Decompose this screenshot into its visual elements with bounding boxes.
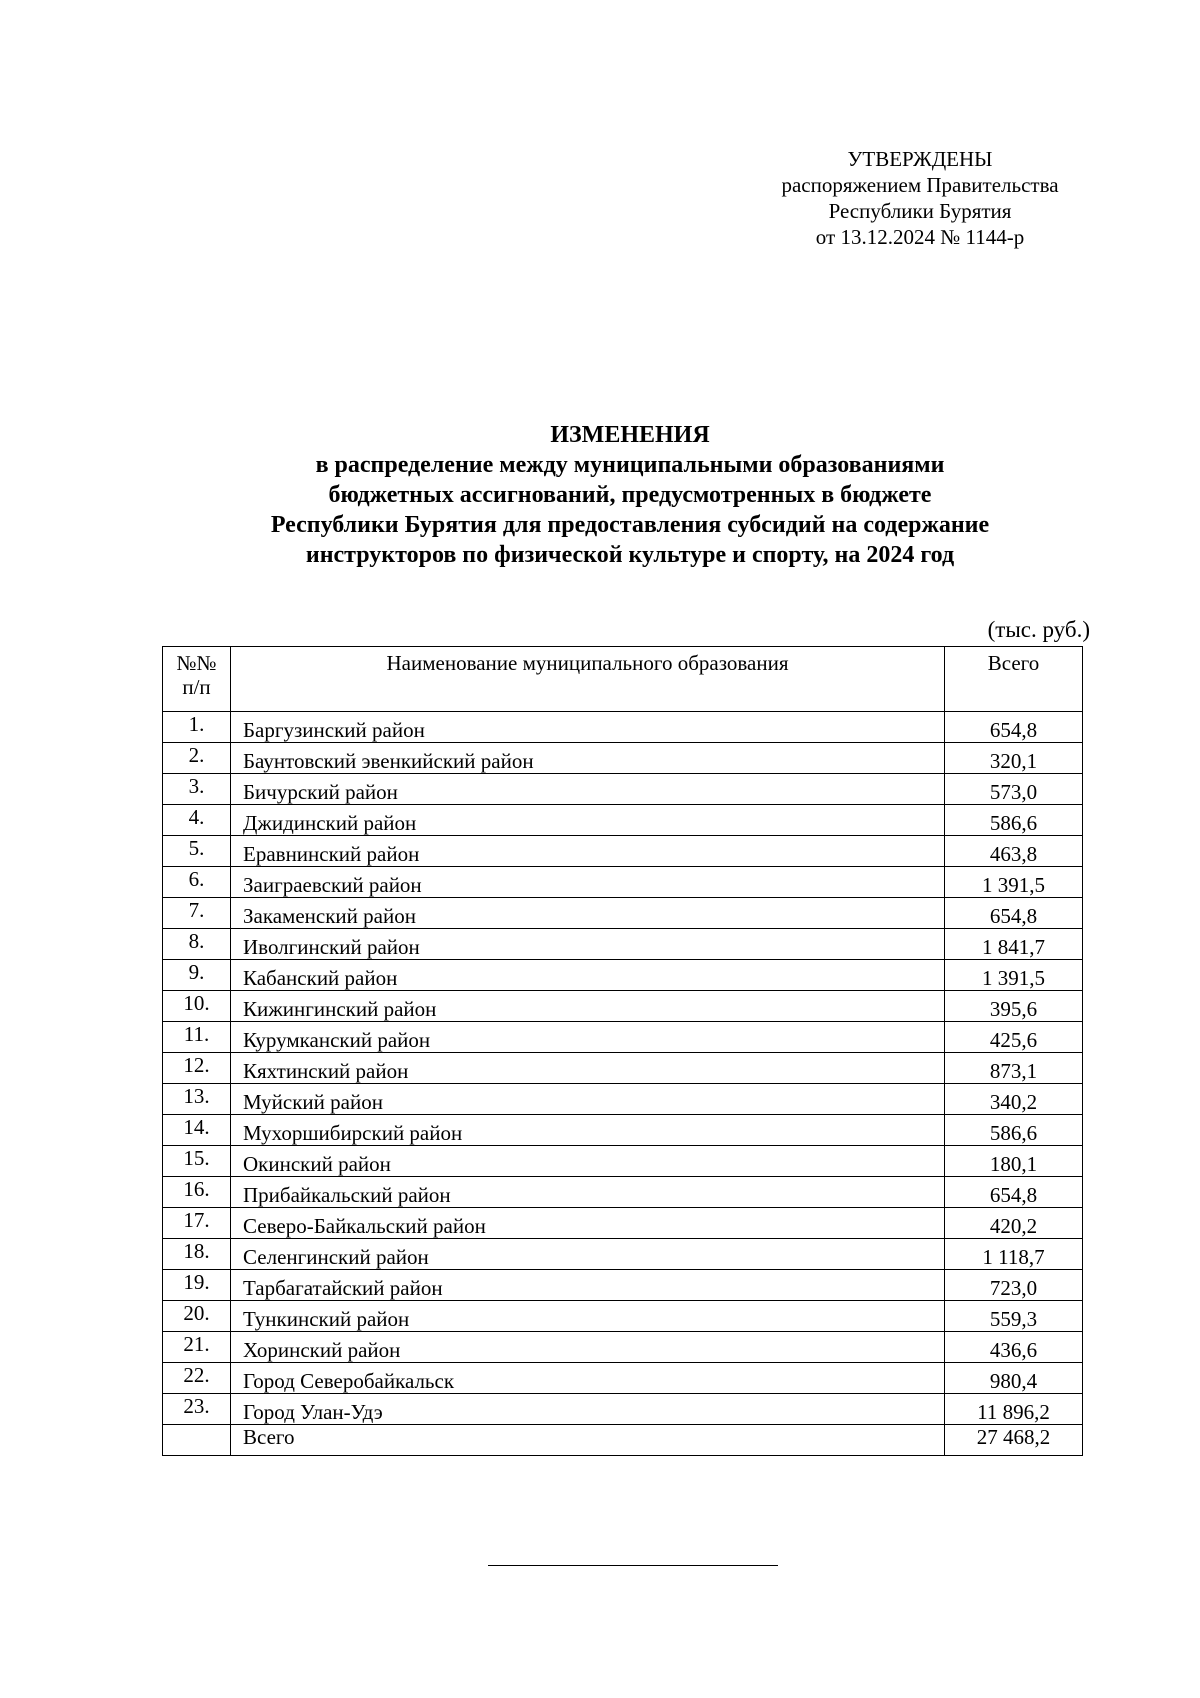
summary-label: Всего (231, 1425, 945, 1456)
table-row (163, 991, 1083, 1022)
row-number: 8. (163, 929, 231, 960)
table-row (163, 1053, 1083, 1084)
row-number: 1. (163, 712, 231, 743)
row-number: 13. (163, 1084, 231, 1115)
table-row (163, 1394, 1083, 1425)
row-total: 436,6 (945, 1332, 1083, 1363)
table-row (163, 805, 1083, 836)
row-municipality: Мухоршибирский район (231, 1115, 945, 1146)
summary-total: 27 468,2 (945, 1425, 1083, 1456)
row-total: 395,6 (945, 991, 1083, 1022)
row-number: 18. (163, 1239, 231, 1270)
row-number: 3. (163, 774, 231, 805)
row-municipality: Город Северобайкальск (231, 1363, 945, 1394)
row-number: 7. (163, 898, 231, 929)
approval-republic: Республики Бурятия (828, 199, 1012, 223)
row-total: 340,2 (945, 1084, 1083, 1115)
row-total: 1 118,7 (945, 1239, 1083, 1270)
units-label: (тыс. руб.) (987, 617, 1090, 642)
row-municipality: Еравнинский район (231, 836, 945, 867)
row-number: 16. (163, 1177, 231, 1208)
row-total: 463,8 (945, 836, 1083, 867)
table-row (163, 898, 1083, 929)
row-number: 12. (163, 1053, 231, 1084)
table-row (163, 929, 1083, 960)
end-divider-line (488, 1565, 778, 1566)
row-municipality: Курумканский район (231, 1022, 945, 1053)
row-number: 15. (163, 1146, 231, 1177)
title-heading: ИЗМЕНЕНИЯ (550, 422, 710, 448)
row-municipality: Заиграевский район (231, 867, 945, 898)
row-number: 9. (163, 960, 231, 991)
row-number: 20. (163, 1301, 231, 1332)
table-row (163, 1084, 1083, 1115)
row-municipality: Прибайкальский район (231, 1177, 945, 1208)
row-municipality: Тарбагатайский район (231, 1270, 945, 1301)
row-municipality: Окинский район (231, 1146, 945, 1177)
row-municipality: Северо-Байкальский район (231, 1208, 945, 1239)
row-number: 10. (163, 991, 231, 1022)
header-number-line-1: №№ (176, 651, 217, 675)
header-total: Всего (945, 647, 1083, 712)
row-municipality: Кабанский район (231, 960, 945, 991)
row-total: 586,6 (945, 1115, 1083, 1146)
row-total: 425,6 (945, 1022, 1083, 1053)
table-row (163, 1115, 1083, 1146)
header-municipality: Наименование муниципального образования (231, 647, 945, 712)
row-municipality: Муйский район (231, 1084, 945, 1115)
row-total: 654,8 (945, 1177, 1083, 1208)
row-number: 22. (163, 1363, 231, 1394)
row-municipality: Джидинский район (231, 805, 945, 836)
row-municipality: Закаменский район (231, 898, 945, 929)
row-number: 17. (163, 1208, 231, 1239)
table-row (163, 774, 1083, 805)
title-line-2: бюджетных ассигнований, предусмотренных в бюджете (328, 482, 932, 508)
row-municipality: Город Улан-Удэ (231, 1394, 945, 1425)
summary-number (163, 1425, 231, 1456)
row-number: 14. (163, 1115, 231, 1146)
row-municipality: Кяхтинский район (231, 1053, 945, 1084)
row-number: 6. (163, 867, 231, 898)
table-row (163, 1177, 1083, 1208)
approval-status: УТВЕРЖДЕНЫ (847, 147, 993, 171)
row-number: 23. (163, 1394, 231, 1425)
table-row (163, 743, 1083, 774)
header-number (163, 647, 231, 712)
table-row (163, 867, 1083, 898)
table-row (163, 1332, 1083, 1363)
table-row (163, 1239, 1083, 1270)
row-total: 420,2 (945, 1208, 1083, 1239)
row-total: 654,8 (945, 712, 1083, 743)
row-municipality: Баунтовский эвенкийский район (231, 743, 945, 774)
row-number: 11. (163, 1022, 231, 1053)
approval-date-number: от 13.12.2024 № 1144-р (815, 225, 1025, 249)
row-total: 980,4 (945, 1363, 1083, 1394)
row-total: 1 391,5 (945, 960, 1083, 991)
document-title (140, 420, 1120, 570)
title-line-3: Республики Бурятия для предоставления субсидий на содержание (270, 512, 990, 538)
row-number: 4. (163, 805, 231, 836)
title-line-4: инструкторов по физической культуре и спорту, на 2024 год (305, 542, 955, 568)
row-total: 723,0 (945, 1270, 1083, 1301)
approval-authority: распоряжением Правительства (781, 173, 1059, 197)
row-total: 1 841,7 (945, 929, 1083, 960)
table-row (163, 960, 1083, 991)
row-total: 320,1 (945, 743, 1083, 774)
allocation-table (162, 646, 1083, 1456)
row-municipality: Селенгинский район (231, 1239, 945, 1270)
row-number: 21. (163, 1332, 231, 1363)
table-row (163, 1208, 1083, 1239)
row-total: 11 896,2 (945, 1394, 1083, 1425)
table-row (163, 1363, 1083, 1394)
approval-block (740, 146, 1100, 250)
table-row (163, 712, 1083, 743)
row-municipality: Иволгинский район (231, 929, 945, 960)
row-total: 573,0 (945, 774, 1083, 805)
table-row (163, 836, 1083, 867)
table-row (163, 1146, 1083, 1177)
row-municipality: Хоринский район (231, 1332, 945, 1363)
table-summary-row (163, 1425, 1083, 1456)
row-number: 5. (163, 836, 231, 867)
row-number: 2. (163, 743, 231, 774)
row-municipality: Бичурский район (231, 774, 945, 805)
row-municipality: Кижингинский район (231, 991, 945, 1022)
row-municipality: Баргузинский район (231, 712, 945, 743)
header-number-line-2: п/п (182, 675, 211, 699)
row-total: 1 391,5 (945, 867, 1083, 898)
table-row (163, 1301, 1083, 1332)
row-total: 180,1 (945, 1146, 1083, 1177)
row-total: 586,6 (945, 805, 1083, 836)
title-line-1: в распределение между муниципальными образованиями (315, 452, 945, 478)
row-total: 873,1 (945, 1053, 1083, 1084)
table-header-row (163, 647, 1083, 712)
table-row (163, 1022, 1083, 1053)
row-municipality: Тункинский район (231, 1301, 945, 1332)
row-total: 654,8 (945, 898, 1083, 929)
row-total: 559,3 (945, 1301, 1083, 1332)
table-row (163, 1270, 1083, 1301)
row-number: 19. (163, 1270, 231, 1301)
